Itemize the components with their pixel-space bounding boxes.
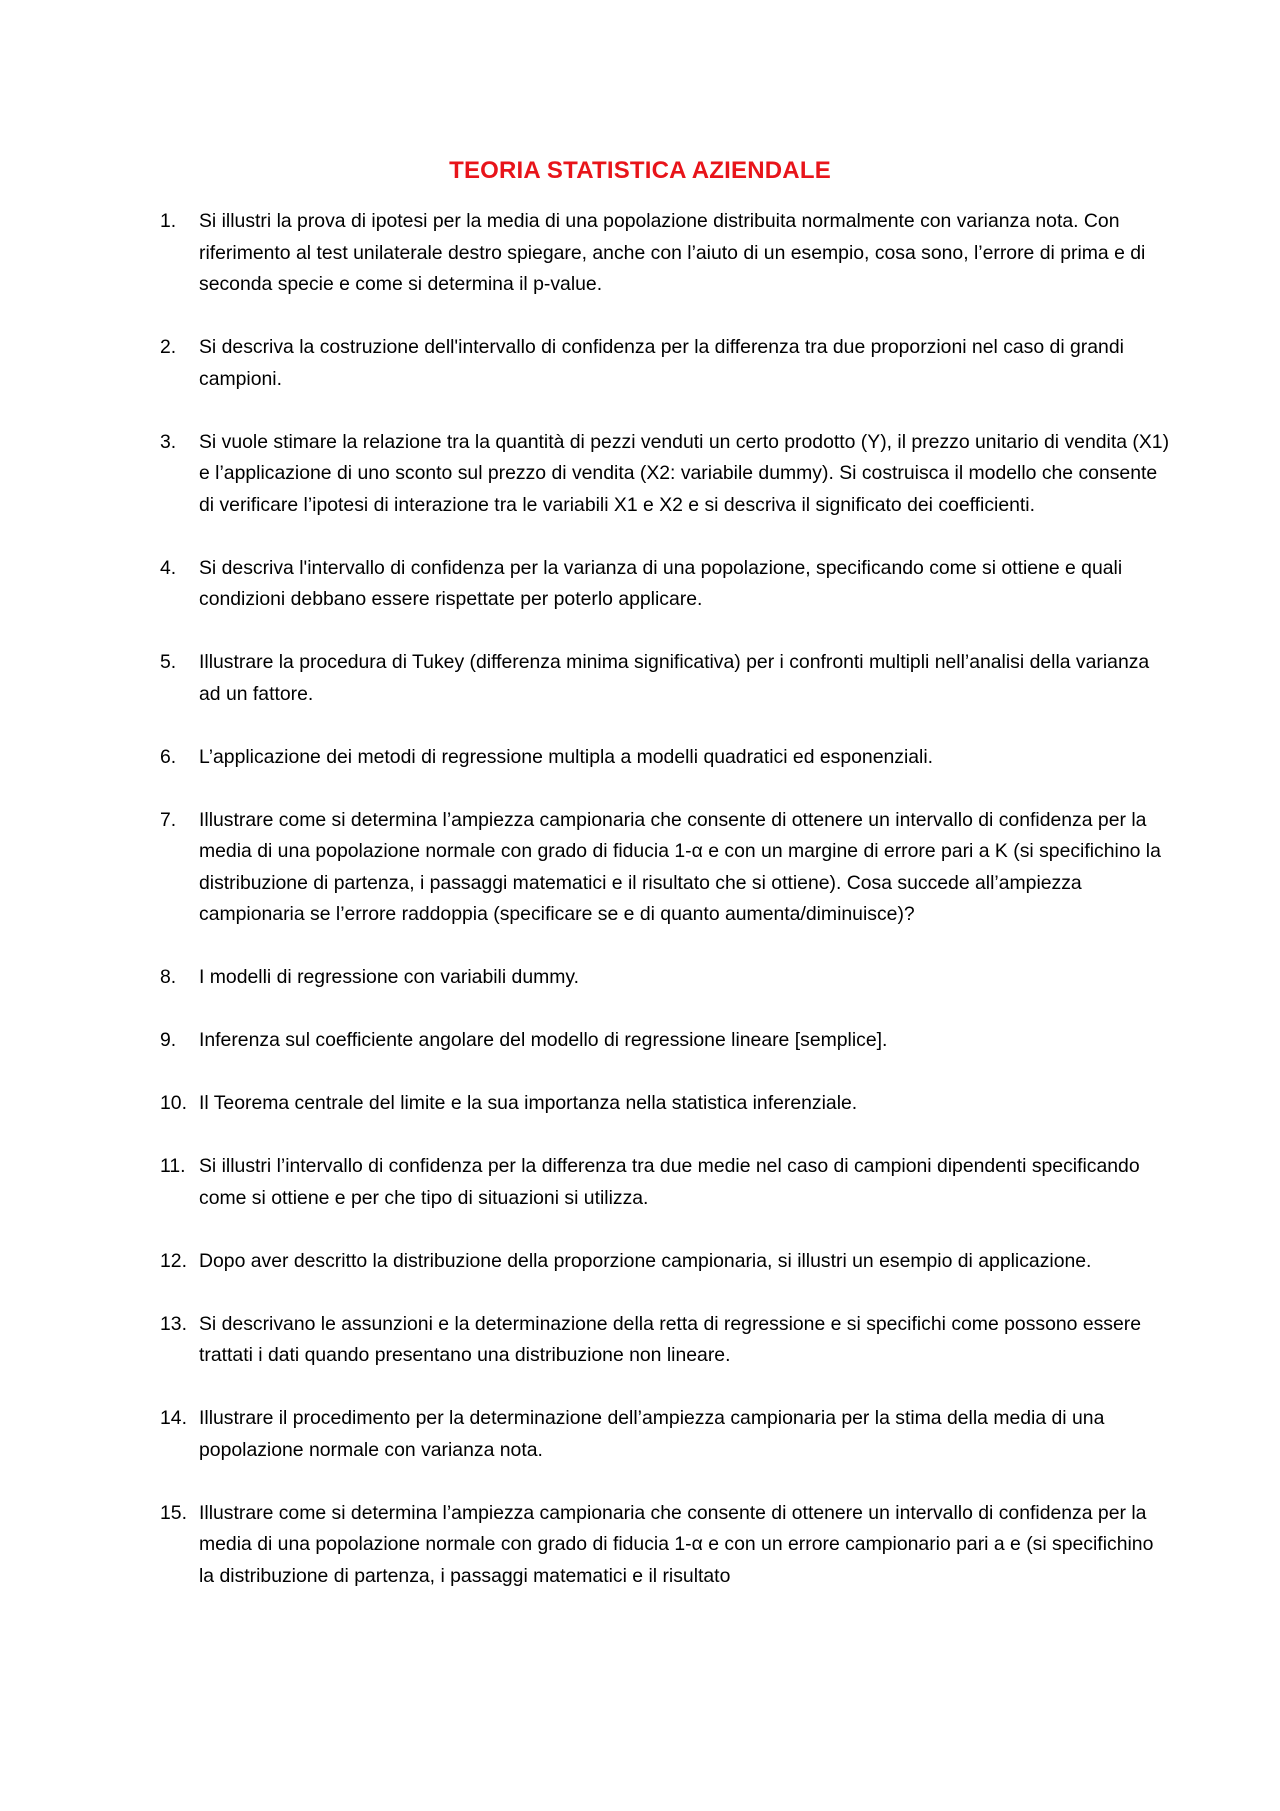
question-text: Illustrare la procedura di Tukey (differenza minima significativa) per i confronti multipli nell’analisi della varianza ad un fattore. (199, 651, 1150, 705)
question-item (0, 1403, 1280, 1466)
question-item (0, 427, 1280, 522)
question-number: 15. (160, 1501, 187, 1524)
question-number: 11. (160, 1155, 186, 1177)
question-item (0, 553, 1280, 616)
question-text: Illustrare il procedimento per la determinazione dell’ampiezza campionaria per la stima della media di una popolazione normale con varianza nota. (199, 1407, 1105, 1461)
question-item (0, 1498, 1280, 1593)
question-item (0, 1151, 1280, 1214)
question-text: Illustrare come si determina l’ampiezza campionaria che consente di ottenere un intervallo di confidenza per la media di una popolazione normale con grado di fiducia 1-α e con un margine di errore pari a K (si specifichino la distribuzione di partenza, i passaggi matematici e il risultato che si ottiene). Cosa succede all’ampiezza campionaria se l’errore raddoppia (specificare se e di quanto aumenta/diminuisce)? (199, 808, 1161, 925)
question-text: Illustrare come si determina l’ampiezza campionaria che consente di ottenere un intervallo di confidenza per la media di una popolazione normale con grado di fiducia 1-α e con un errore campionario pari a e (si specifichino la distribuzione di partenza, i passaggi matematici e il risultato (199, 1501, 1154, 1587)
question-item (0, 332, 1280, 395)
question-text: Si illustri la prova di ipotesi per la media di una popolazione distribuita normalmente con varianza nota. Con riferimento al test unilaterale destro spiegare, anche con l’aiuto di un esempio, cosa sono, l’errore di prima e di seconda specie e come si determina il p-value. (199, 210, 1146, 295)
question-text: Si descriva l'intervallo di confidenza per la varianza di una popolazione, specificando come si ottiene e quali condizioni debbano essere rispettate per poterlo applicare. (199, 556, 1123, 610)
question-item (0, 206, 1280, 301)
question-text: Il Teorema centrale del limite e la sua importanza nella statistica inferenziale. (199, 1092, 858, 1114)
question-number: 13. (160, 1312, 187, 1335)
question-text: I modelli di regressione con variabili dummy. (199, 966, 580, 988)
question-number: 1. (160, 210, 177, 232)
question-item (0, 1088, 1280, 1120)
question-item (0, 1025, 1280, 1057)
question-number: 6. (160, 745, 177, 768)
question-item (0, 742, 1280, 774)
question-text: Si descriva la costruzione dell'intervallo di confidenza per la differenza tra due proporzioni nel caso di grandi campioni. (199, 336, 1124, 390)
question-text: Dopo aver descritto la distribuzione della proporzione campionaria, si illustri un esempio di applicazione. (199, 1249, 1092, 1272)
question-number: 5. (160, 651, 177, 673)
question-number: 12. (160, 1249, 187, 1272)
question-item (0, 1246, 1280, 1278)
question-number: 10. (160, 1092, 187, 1114)
question-item (0, 647, 1280, 710)
question-text: Si illustri l’intervallo di confidenza per la differenza tra due medie nel caso di campioni dipendenti specificando come si ottiene e per che tipo di situazioni si utilizza. (199, 1155, 1140, 1209)
question-number: 8. (160, 966, 177, 988)
question-text: Si descrivano le assunzioni e la determinazione della retta di regressione e si specifichi come possono essere trattati i dati quando presentano una distribuzione non lineare. (199, 1312, 1142, 1366)
question-list (0, 206, 1280, 1624)
question-item (0, 1309, 1280, 1372)
question-item (0, 805, 1280, 931)
question-text: Inferenza sul coefficiente angolare del modello di regressione lineare [semplice]. (199, 1029, 888, 1051)
question-number: 7. (160, 808, 177, 831)
document-title: TEORIA STATISTICA AZIENDALE (449, 157, 831, 184)
question-text: L’applicazione dei metodi di regressione multipla a modelli quadratici ed esponenziali. (199, 745, 934, 768)
question-number: 14. (160, 1407, 187, 1429)
question-number: 9. (160, 1029, 177, 1051)
question-number: 2. (160, 336, 177, 358)
question-text: Si vuole stimare la relazione tra la quantità di pezzi venduti un certo prodotto (Y), il prezzo unitario di vendita (X1) e l’applicazione di uno sconto sul prezzo di vendita (X2: variabile dummy). Si costruisca il modello che consente di verificare l’ipotesi di interazione tra le variabili X1 e X2 e si descriva il significato dei coefficienti. (199, 430, 1170, 516)
question-number: 4. (160, 556, 177, 579)
question-item (0, 962, 1280, 994)
question-number: 3. (160, 430, 177, 453)
